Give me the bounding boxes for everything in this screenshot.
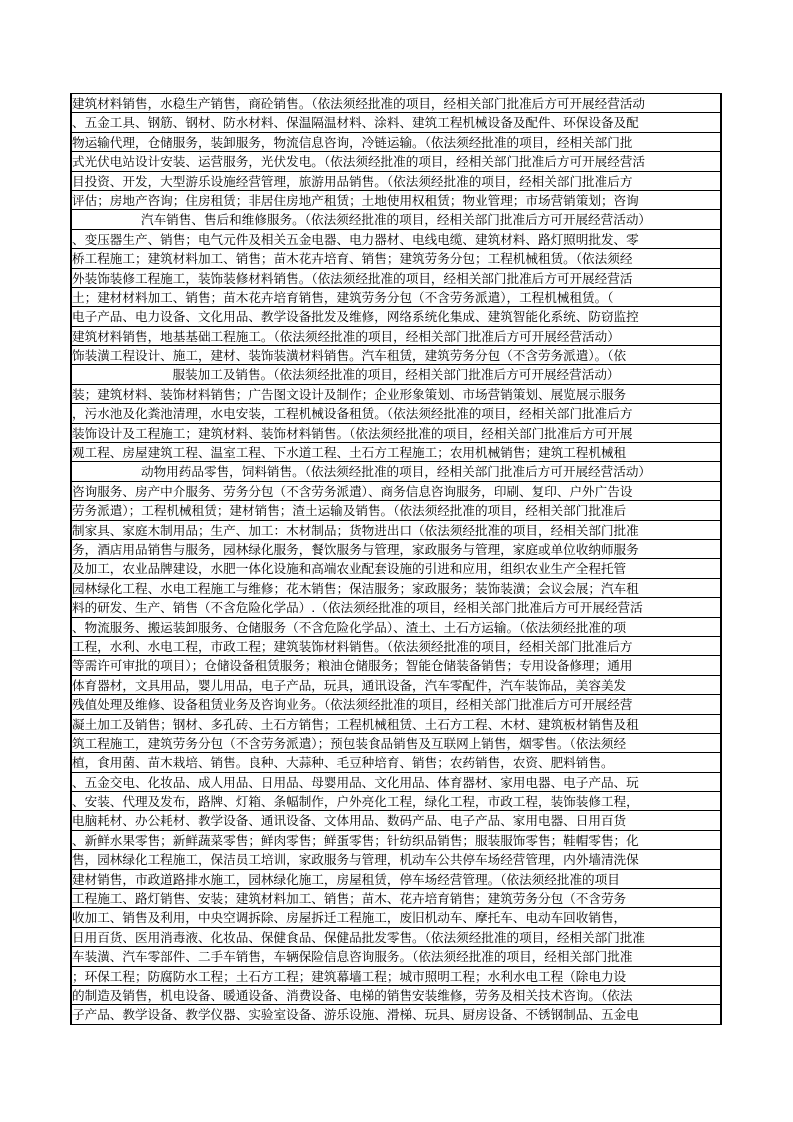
table-row: 工程，水利、水电工程，市政工程；建筑装饰材料销售。（依法须经批准的项目，经相关部门批准后方 <box>72 637 720 656</box>
table-row: 建材销售，市政道路排水施工，园林绿化施工，房屋租赁，停车场经营管理。（依法须经批准的项目 <box>72 870 720 889</box>
table-row: ；环保工程；防腐防水工程；土石方工程；建筑幕墙工程；城市照明工程；水利水电工程（除电力设 <box>72 967 720 986</box>
table-row: 、五金交电、化妆品、成人用品、日用品、母婴用品、文化用品、体育器材、家用电器、电子产品、玩 <box>72 773 720 792</box>
table-row: 土；建材材料加工、销售；苗木花卉培育销售，建筑劳务分包（不含劳务派遣），工程机械租赁。（ <box>72 288 720 307</box>
table-row: 料的研发、生产、销售（不含危险化学品）.（依法须经批准的项目，经相关部门批准后方可开展经营活 <box>72 598 720 617</box>
table-row: 装饰设计及工程施工；建筑材料、装饰材料销售。（依法须经批准的项目，经相关部门批准后方可开展 <box>72 424 720 443</box>
table-row: 子产品、教学设备、教学仪器、实验室设备、游乐设施、滑梯、玩具、厨房设备、不锈钢制品、五金电 <box>72 1005 720 1024</box>
table-row: 筑工程施工，建筑劳务分包（不含劳务派遣）；预包装食品销售及互联网上销售，烟零售。（依法须经 <box>72 734 720 753</box>
table-row: 、新鲜水果零售；新鲜蔬菜零售；鲜肉零售；鲜蛋零售；针纺织品销售；服装服饰零售；鞋帽零售；化 <box>72 831 720 850</box>
table-row: 体育器材，文具用品，婴儿用品，电子产品，玩具，通讯设备，汽车零配件，汽车装饰品，美容美发 <box>72 676 720 695</box>
table-row: 动物用药品零售，饲料销售。（依法须经批准的项目，经相关部门批准后方可开展经营活动） <box>72 462 720 481</box>
table-row: 饰装潢工程设计、施工，建材、装饰装潢材料销售。汽车租赁，建筑劳务分包（不含劳务派遣）。（依 <box>72 346 720 365</box>
table-row: 、物流服务、搬运装卸服务、仓储服务（不含危险化学品）、渣土、土石方运输。（依法须经批准的项 <box>72 618 720 637</box>
table-row: 植，食用菌、苗木栽培、销售。良种、大蒜种、毛豆种培育、销售；农药销售，农资、肥料销售。 <box>72 753 720 772</box>
table-row: 评估；房地产咨询；住房租赁；非居住房地产租赁；土地使用权租赁；物业管理；市场营销策划；咨询 <box>72 191 720 210</box>
table-row: 售，园林绿化工程施工，保洁员工培训，家政服务与管理，机动车公共停车场经营管理，内外墙清洗保 <box>72 850 720 869</box>
table-row: 电脑耗材、办公耗材、教学设备、通讯设备、文体用品、数码产品、电子产品、家用电器、日用百货 <box>72 811 720 830</box>
table-row: 目投资、开发，大型游乐设施经营管理，旅游用品销售。（依法须经批准的项目，经相关部门批准后方 <box>72 172 720 191</box>
table-row: 车装潢、汽车零部件、二手车销售，车辆保险信息咨询服务。（依法须经批准的项目，经相关部门批准 <box>72 947 720 966</box>
table-row: 电子产品、电力设备、文化用品、教学设备批发及维修，网络系统化集成、建筑智能化系统、防窃监控 <box>72 307 720 326</box>
table-row: 、五金工具、钢筋、钢材、防水材料、保温隔温材料、涂料、建筑工程机械设备及配件、环保设备及配 <box>72 113 720 132</box>
table-row: 园林绿化工程、水电工程施工与维修；花木销售；保洁服务；家政服务；装饰装潢；会议会展；汽车租 <box>72 579 720 598</box>
table-row: 务，酒店用品销售与服务，园林绿化服务，餐饮服务与管理，家政服务与管理，家庭或单位收纳师服务 <box>72 540 720 559</box>
table-row: 日用百货、医用消毒液、化妆品、保健食品、保健品批发零售。（依法须经批准的项目，经相关部门批准 <box>72 928 720 947</box>
table-row: 建筑材料销售，水稳生产销售，商砼销售。（依法须经批准的项目，经相关部门批准后方可开展经营活动 <box>72 94 720 113</box>
table-row: 装；建筑材料、装饰材料销售；广告图文设计及制作；企业形象策划、市场营销策划、展览展示服务 <box>72 385 720 404</box>
table-row: 等需许可审批的项目）；仓储设备租赁服务；粮油仓储服务；智能仓储装备销售；专用设备修理；通用 <box>72 656 720 675</box>
table-row: 工程施工、路灯销售、安装；建筑材料加工、销售；苗木、花卉培育销售；建筑劳务分包（不含劳务 <box>72 889 720 908</box>
table-row: 及加工，农业品牌建设，水肥一体化设施和高端农业配套设施的引进和应用，组织农业生产全程托管 <box>72 559 720 578</box>
table-row: 残值处理及维修、设备租赁业务及咨询业务。（依法须经批准的项目，经相关部门批准后方可开展经营 <box>72 695 720 714</box>
table-row: 外装饰装修工程施工，装饰装修材料销售。（依法须经批准的项目，经相关部门批准后方可开展经营活 <box>72 269 720 288</box>
table-row: 观工程、房屋建筑工程、温室工程、下水道工程、土石方工程施工；农用机械销售；建筑工程机械租 <box>72 443 720 462</box>
table-row: 凝土加工及销售；钢材、多孔砖、土石方销售；工程机械租赁、土石方工程、木材、建筑板材销售及租 <box>72 715 720 734</box>
table-row: ，污水池及化粪池清理，水电安装，工程机械设备租赁。（依法须经批准的项目，经相关部门批准后方 <box>72 404 720 423</box>
table-row: 的制造及销售，机电设备、暖通设备、消费设备、电梯的销售安装维修，劳务及相关技术咨询。（依法 <box>72 986 720 1005</box>
table-row: 、安装、代理及发布，路牌、灯箱、条幅制作，户外亮化工程，绿化工程，市政工程，装饰装修工程， <box>72 792 720 811</box>
table-row: 式光伏电站设计安装、运营服务，光伏发电。（依法须经批准的项目，经相关部门批准后方可开展经营活 <box>72 152 720 171</box>
table-row: 物运输代理，仓储服务，装卸服务，物流信息咨询，冷链运输。（依法须经批准的项目，经相关部门批 <box>72 133 720 152</box>
table-row: 汽车销售、售后和维修服务。（依法须经批准的项目，经相关部门批准后方可开展经营活动） <box>72 210 720 229</box>
business-scope-table <box>70 93 722 1025</box>
table-row: 桥工程施工；建筑材料加工、销售；苗木花卉培育、销售；建筑劳务分包；工程机械租赁。（依法须经 <box>72 249 720 268</box>
table-row: 、变压器生产、销售；电气元件及相关五金电器、电力器材、电线电缆、建筑材料、路灯照明批发、零 <box>72 230 720 249</box>
table-row: 劳务派遣）；工程机械租赁；建材销售；渣土运输及销售。（依法须经批准的项目，经相关部门批准后 <box>72 501 720 520</box>
table-row: 服装加工及销售。（依法须经批准的项目，经相关部门批准后方可开展经营活动） <box>72 365 720 384</box>
table-row: 咨询服务、房产中介服务、劳务分包（不含劳务派遣）、商务信息咨询服务，印刷、复印、户外广告设 <box>72 482 720 501</box>
table-row: 收加工、销售及利用，中央空调拆除、房屋拆迁工程施工，废旧机动车、摩托车、电动车回收销售， <box>72 908 720 927</box>
table-row: 制家具、家庭木制用品；生产、加工：木材制品；货物进出口（依法须经批准的项目，经相关部门批准 <box>72 521 720 540</box>
table-row: 建筑材料销售，地基基础工程施工。（依法须经批准的项目，经相关部门批准后方可开展经营活动） <box>72 327 720 346</box>
